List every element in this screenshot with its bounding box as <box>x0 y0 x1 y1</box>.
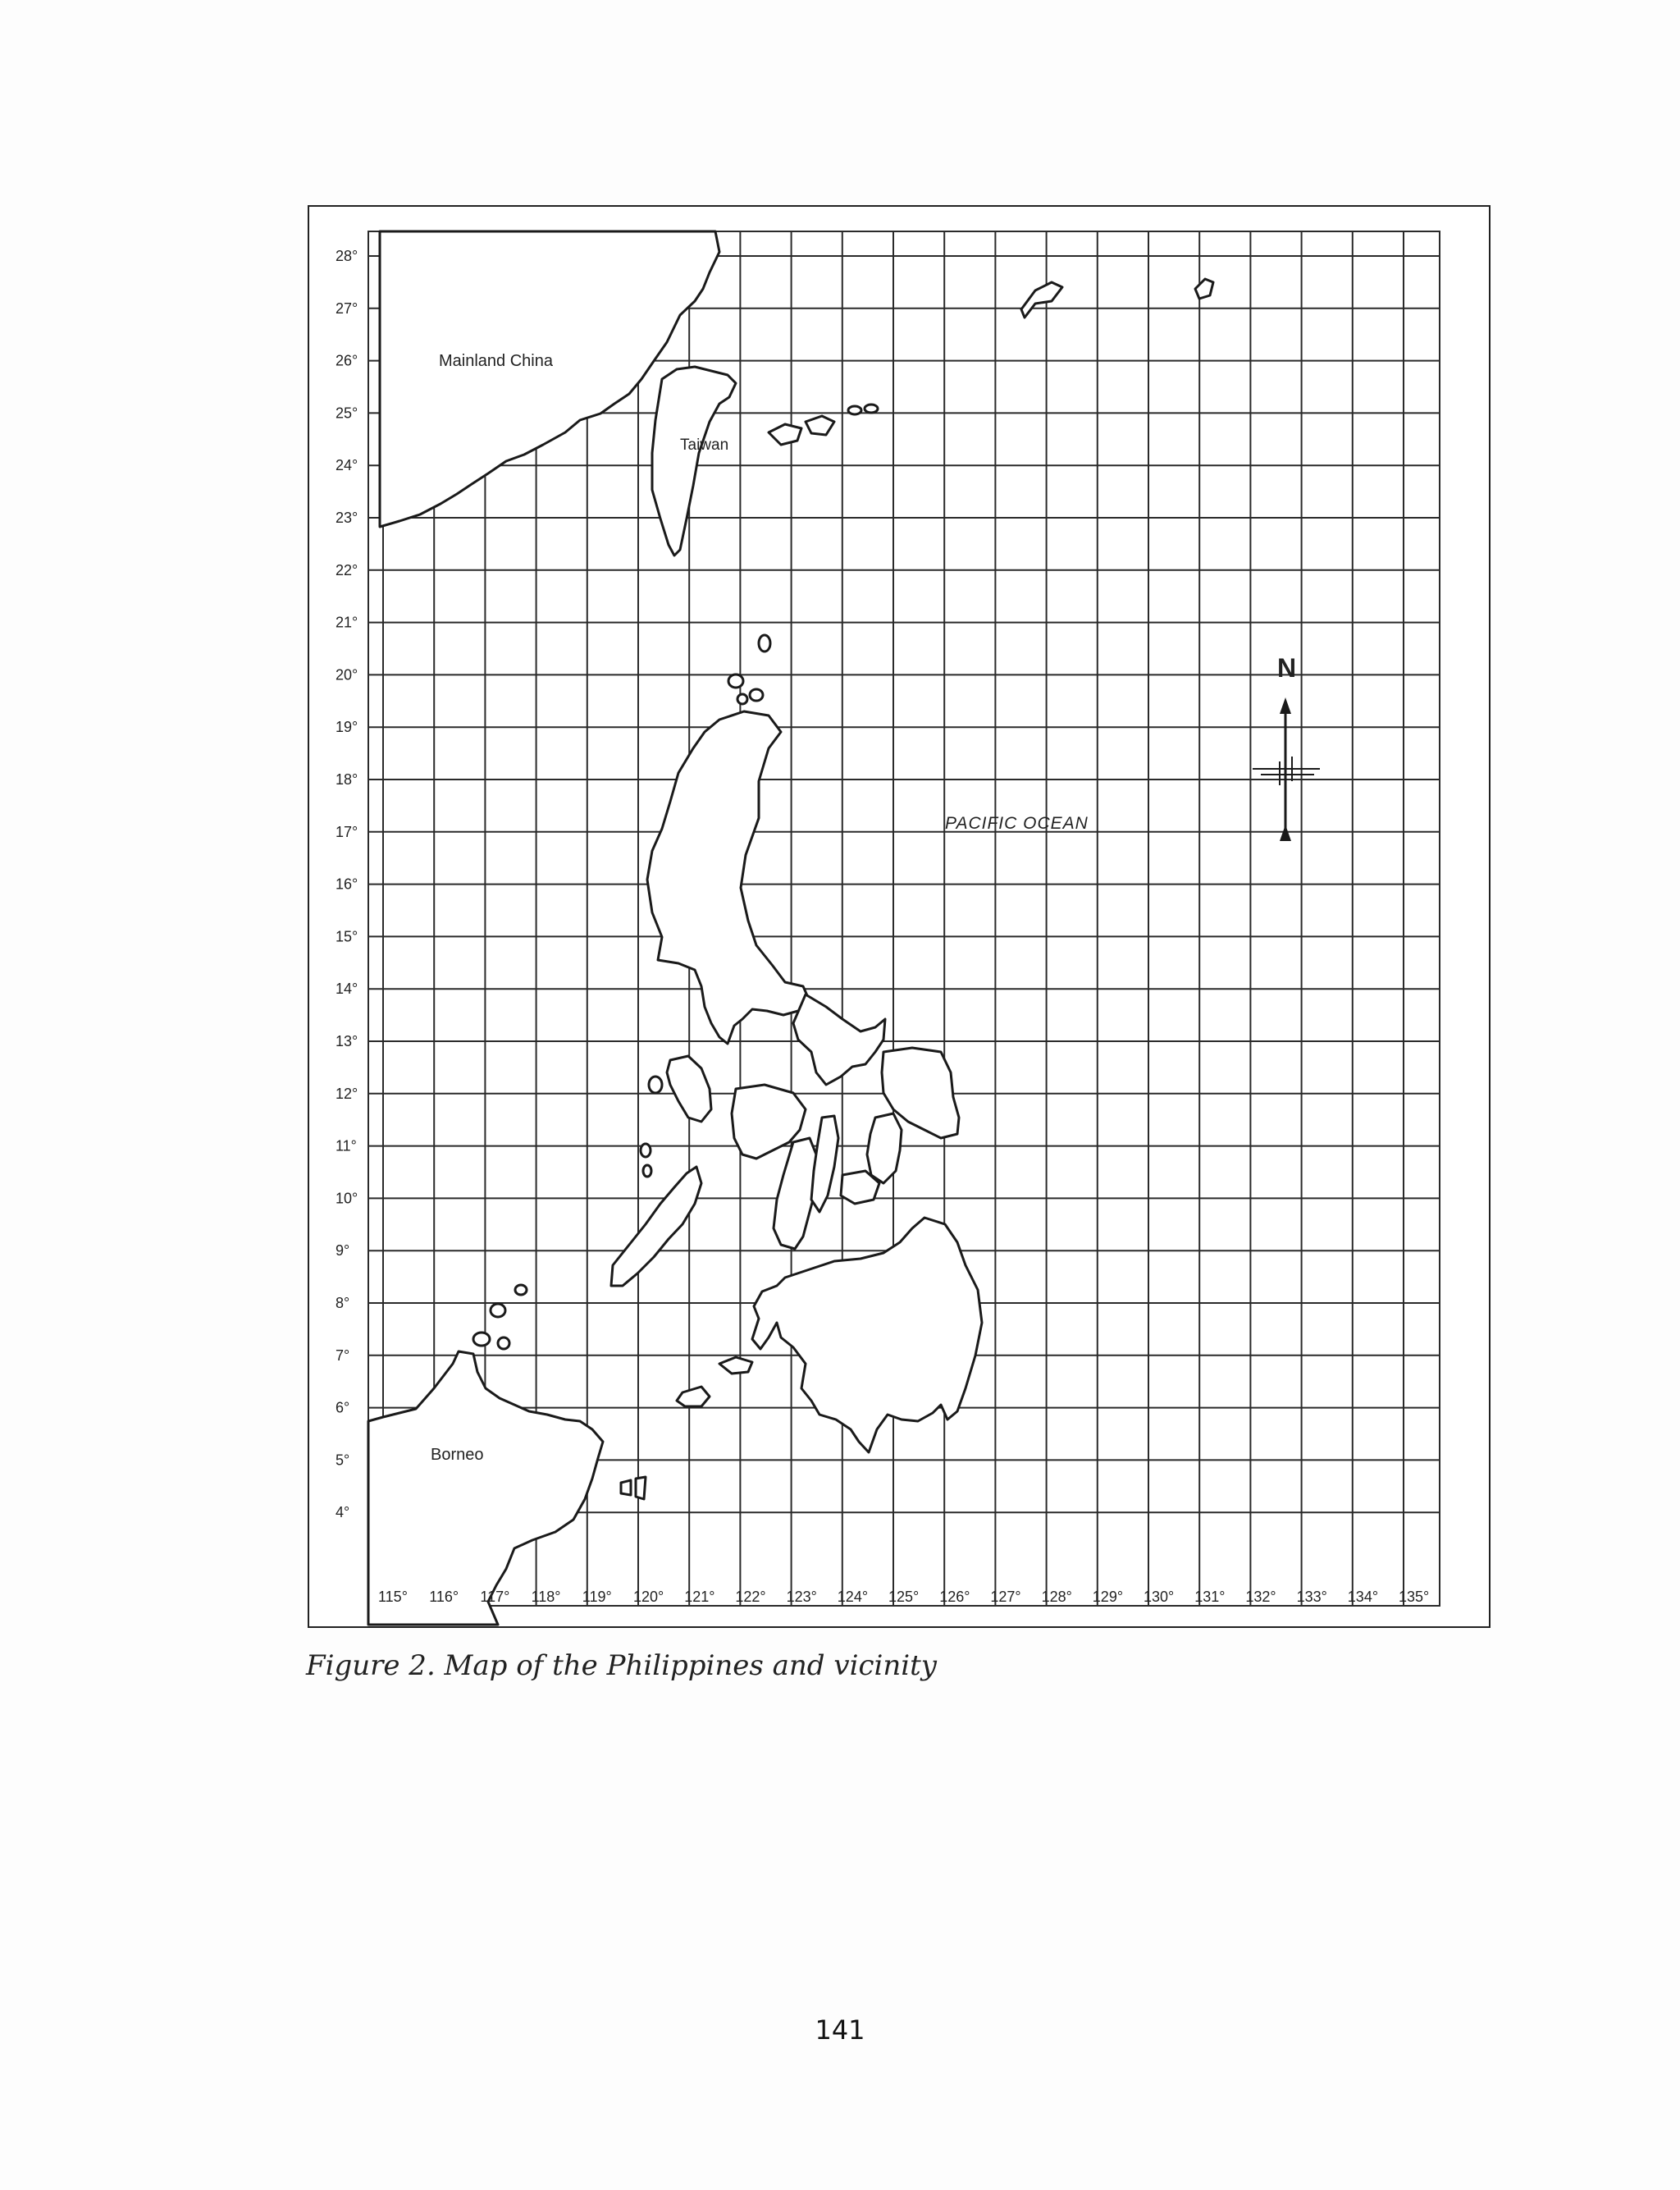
latitude-label: 4° <box>336 1504 350 1521</box>
island-turtle <box>636 1477 646 1499</box>
island-cuyo-2 <box>643 1165 651 1177</box>
longitude-label: 132° <box>1245 1589 1276 1605</box>
latitude-label: 21° <box>336 614 358 631</box>
landmass-luzon <box>647 711 810 1044</box>
latitude-label: 11° <box>336 1137 357 1154</box>
latitude-label: 5° <box>336 1452 350 1469</box>
longitude-label: 131° <box>1194 1589 1226 1605</box>
island-babuyan-2 <box>737 694 747 704</box>
island-ryukyu-1 <box>769 424 801 445</box>
latitude-label: 13° <box>336 1033 358 1049</box>
page-number: 141 <box>815 2014 865 2046</box>
island-tawi-tawi <box>621 1480 631 1495</box>
longitude-label: 122° <box>735 1589 766 1605</box>
longitude-label: 123° <box>786 1589 817 1605</box>
longitude-label: 125° <box>888 1589 920 1605</box>
longitude-label: 130° <box>1144 1589 1175 1605</box>
longitude-label: 133° <box>1296 1589 1327 1605</box>
longitude-label: 118° <box>531 1589 561 1605</box>
label-mainland-china: Mainland China <box>439 352 553 370</box>
island-batanes-1 <box>759 635 770 652</box>
landmass-leyte <box>867 1113 902 1183</box>
landmass-sulu-islands <box>719 1357 752 1374</box>
latitude-label: 6° <box>336 1399 350 1416</box>
longitude-label: 129° <box>1092 1589 1124 1605</box>
latitude-label: 19° <box>336 719 358 736</box>
longitude-label: 121° <box>684 1589 715 1605</box>
longitude-label: 127° <box>990 1589 1021 1605</box>
latitude-label: 20° <box>336 666 358 684</box>
latitude-label: 23° <box>336 510 358 526</box>
longitude-label: 134° <box>1347 1589 1379 1605</box>
compass-north-label: N <box>1277 653 1297 683</box>
island-ryukyu-3 <box>848 406 861 414</box>
latitude-label: 26° <box>336 352 358 369</box>
latitude-labels <box>336 248 358 1520</box>
landmass-mindoro <box>667 1056 711 1122</box>
figure-caption: Figure 2. Map of the Philippines and vicinity <box>306 1649 938 1682</box>
longitude-label: 124° <box>837 1589 869 1605</box>
island-calamian-1 <box>649 1077 662 1093</box>
longitude-label: 135° <box>1399 1589 1430 1605</box>
island-cuyo-1 <box>641 1144 651 1157</box>
map-frame <box>308 205 1491 1628</box>
longitude-label: 115° <box>378 1589 408 1605</box>
latitude-label: 17° <box>336 823 358 840</box>
latitude-label: 7° <box>336 1346 350 1364</box>
latitude-label: 10° <box>336 1190 358 1207</box>
island-batanes-2 <box>728 674 743 688</box>
landmass-bicol <box>793 994 885 1085</box>
island-sulu-sea-2 <box>515 1285 527 1295</box>
longitude-label: 119° <box>582 1589 612 1605</box>
latitude-label: 25° <box>336 405 358 422</box>
island-sulu-sea-1 <box>491 1304 505 1317</box>
landmass-taiwan <box>652 367 736 556</box>
longitude-label: 128° <box>1041 1589 1072 1605</box>
north-arrow-compass <box>1253 653 1320 841</box>
island-sulu-sea-4 <box>498 1337 509 1349</box>
island-sulu-sea-3 <box>473 1333 490 1346</box>
label-taiwan: Taiwan <box>680 437 729 454</box>
longitude-labels <box>378 1589 1429 1605</box>
latitude-label: 14° <box>336 981 358 998</box>
longitude-label: 126° <box>939 1589 970 1605</box>
latitude-label: 12° <box>336 1085 358 1102</box>
longitude-label: 120° <box>633 1589 664 1605</box>
label-borneo: Borneo <box>431 1446 484 1464</box>
island-babuyan-1 <box>750 689 763 701</box>
landmass-basilan <box>677 1387 710 1406</box>
latitude-label: 15° <box>336 928 358 945</box>
longitude-label: 116° <box>429 1589 459 1605</box>
island-daito <box>1195 279 1213 299</box>
map-canvas <box>309 207 1489 1626</box>
latitude-label: 27° <box>336 299 358 317</box>
latitude-label: 16° <box>336 876 358 893</box>
island-okinawa <box>1021 282 1062 318</box>
latitude-label: 18° <box>336 771 358 788</box>
latitude-label: 8° <box>336 1295 350 1311</box>
landmass-borneo <box>368 1351 603 1625</box>
landmass-palawan <box>611 1167 701 1286</box>
landmass-mindanao <box>752 1218 982 1452</box>
latitude-label: 24° <box>336 457 358 474</box>
latitude-label: 22° <box>336 561 358 578</box>
latitude-label: 9° <box>336 1242 350 1260</box>
latitude-label: 28° <box>336 248 358 264</box>
label-pacific-ocean: PACIFIC OCEAN <box>945 814 1089 833</box>
longitude-label: 117° <box>480 1589 510 1605</box>
island-ryukyu-4 <box>865 405 878 413</box>
island-ryukyu-2 <box>806 416 834 435</box>
